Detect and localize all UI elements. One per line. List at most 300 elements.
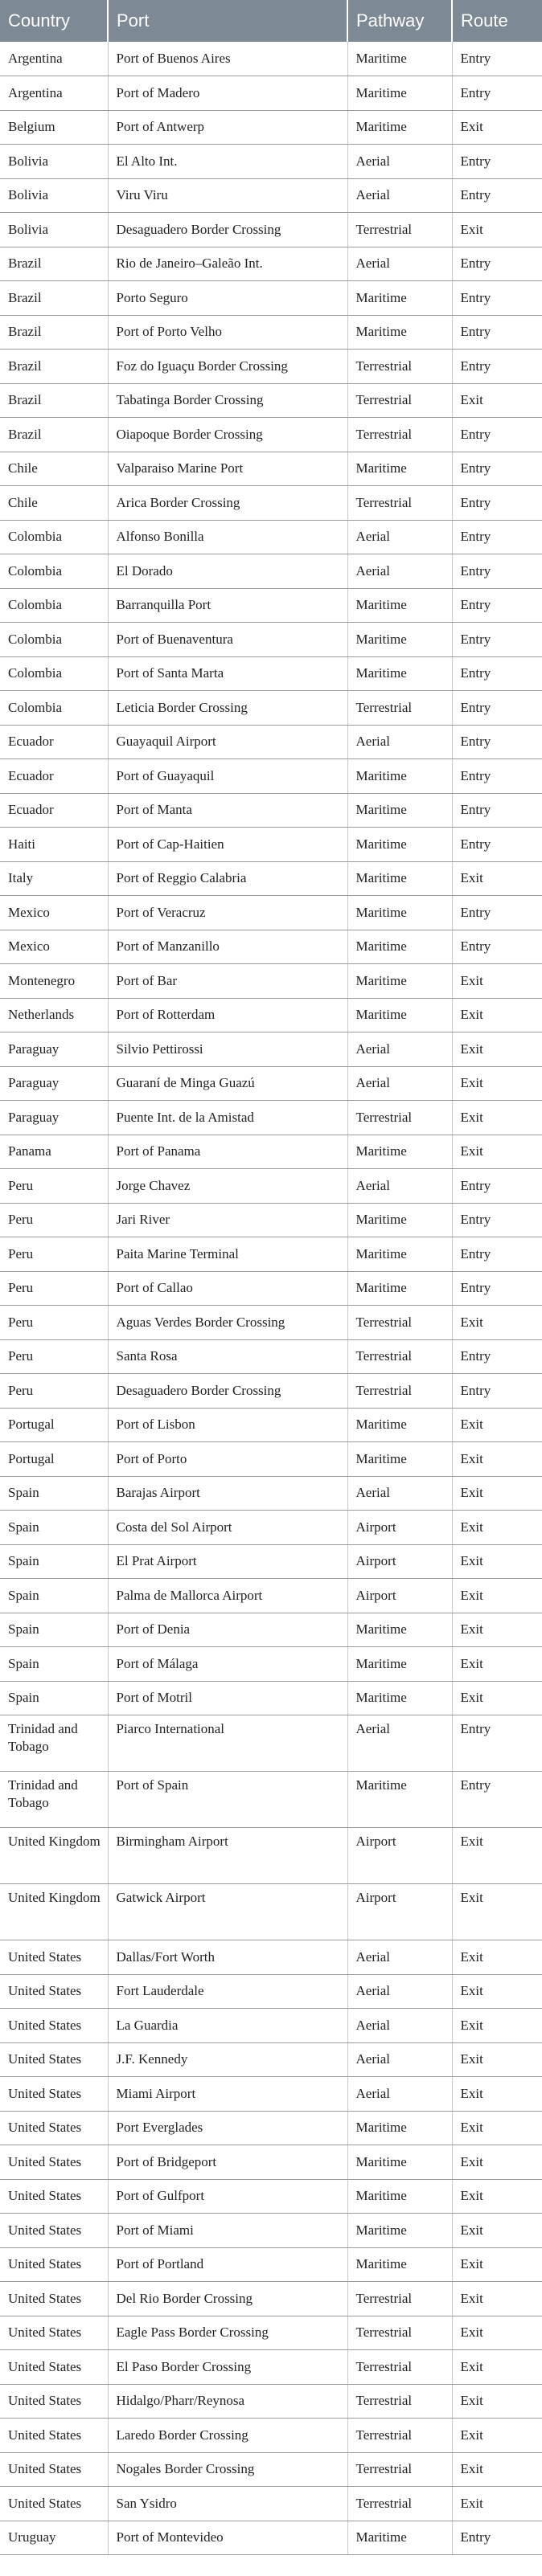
table-row xyxy=(0,861,542,896)
cell-route: Exit xyxy=(452,2009,542,2043)
table-row xyxy=(0,76,542,111)
cell-pathway: Terrestrial xyxy=(347,2350,452,2385)
cell-route: Entry xyxy=(452,793,542,828)
cell-port: Eagle Pass Border Crossing xyxy=(108,2316,347,2350)
cell-pathway: Terrestrial xyxy=(347,2384,452,2419)
table-row xyxy=(0,1271,542,1306)
cell-pathway: Terrestrial xyxy=(347,2316,452,2350)
cell-country: Colombia xyxy=(0,588,108,623)
cell-route: Exit xyxy=(452,1884,542,1940)
cell-route: Entry xyxy=(452,554,542,589)
header-pathway: Pathway xyxy=(347,0,452,42)
table-row xyxy=(0,1940,542,1975)
table-row xyxy=(0,930,542,964)
cell-pathway: Aerial xyxy=(347,725,452,759)
cell-port: Porto Seguro xyxy=(108,281,347,316)
cell-country: Spain xyxy=(0,1681,108,1715)
table-row xyxy=(0,1715,542,1772)
table-row xyxy=(0,1681,542,1715)
cell-pathway: Airport xyxy=(347,1544,452,1579)
table-row xyxy=(0,281,542,316)
cell-port: Port of Madero xyxy=(108,76,347,111)
cell-country: Peru xyxy=(0,1374,108,1409)
cell-route: Entry xyxy=(452,2521,542,2555)
cell-country: United States xyxy=(0,2487,108,2521)
cell-country: Ecuador xyxy=(0,725,108,759)
cell-country: Brazil xyxy=(0,281,108,316)
table-row xyxy=(0,178,542,213)
cell-port: Port of Rotterdam xyxy=(108,998,347,1032)
cell-route: Entry xyxy=(452,930,542,964)
cell-route: Entry xyxy=(452,588,542,623)
cell-route: Exit xyxy=(452,964,542,999)
table-row xyxy=(0,1339,542,1374)
table-row xyxy=(0,656,542,691)
cell-route: Entry xyxy=(452,1772,542,1828)
cell-country: United States xyxy=(0,2145,108,2180)
table-row xyxy=(0,588,542,623)
header-country: Country xyxy=(0,0,108,42)
table-row xyxy=(0,1101,542,1135)
cell-route: Exit xyxy=(452,1613,542,1647)
cell-country: Uruguay xyxy=(0,2521,108,2555)
cell-port: Desaguadero Border Crossing xyxy=(108,213,347,247)
cell-country: Bolivia xyxy=(0,178,108,213)
cell-route: Exit xyxy=(452,383,542,418)
cell-country: United States xyxy=(0,1940,108,1975)
cell-pathway: Maritime xyxy=(347,998,452,1032)
cell-route: Exit xyxy=(452,2452,542,2487)
cell-country: Spain xyxy=(0,1511,108,1545)
table-row xyxy=(0,1579,542,1613)
table-row xyxy=(0,998,542,1032)
table-row xyxy=(0,315,542,350)
table-row xyxy=(0,1772,542,1828)
cell-country: Peru xyxy=(0,1203,108,1237)
table-row xyxy=(0,828,542,862)
table-row xyxy=(0,1442,542,1477)
cell-country: Belgium xyxy=(0,110,108,145)
cell-pathway: Terrestrial xyxy=(347,213,452,247)
table-row xyxy=(0,1135,542,1169)
cell-route: Entry xyxy=(452,725,542,759)
cell-port: Puente Int. de la Amistad xyxy=(108,1101,347,1135)
cell-country: Trinidad and Tobago xyxy=(0,1715,108,1772)
cell-port: Miami Airport xyxy=(108,2077,347,2112)
cell-route: Entry xyxy=(452,520,542,554)
table-row xyxy=(0,1374,542,1409)
cell-pathway: Aerial xyxy=(347,520,452,554)
cell-route: Entry xyxy=(452,691,542,726)
cell-pathway: Maritime xyxy=(347,759,452,794)
table-row xyxy=(0,452,542,486)
cell-route: Exit xyxy=(452,2179,542,2214)
cell-port: Port of Porto Velho xyxy=(108,315,347,350)
table-row xyxy=(0,1511,542,1545)
cell-route: Exit xyxy=(452,2077,542,2112)
cell-pathway: Maritime xyxy=(347,281,452,316)
cell-country: United States xyxy=(0,2316,108,2350)
table-row xyxy=(0,42,542,76)
cell-country: Panama xyxy=(0,1135,108,1169)
cell-port: Silvio Pettirossi xyxy=(108,1032,347,1067)
table-row xyxy=(0,520,542,554)
cell-pathway: Maritime xyxy=(347,1203,452,1237)
table-row xyxy=(0,759,542,794)
cell-pathway: Maritime xyxy=(347,2179,452,2214)
cell-country: United States xyxy=(0,1974,108,2009)
cell-pathway: Airport xyxy=(347,1579,452,1613)
table-row xyxy=(0,1203,542,1237)
cell-route: Entry xyxy=(452,1203,542,1237)
cell-port: Desaguadero Border Crossing xyxy=(108,1374,347,1409)
cell-route: Entry xyxy=(452,623,542,657)
table-row xyxy=(0,2350,542,2385)
cell-pathway: Terrestrial xyxy=(347,2487,452,2521)
cell-pathway: Maritime xyxy=(347,1135,452,1169)
cell-route: Exit xyxy=(452,861,542,896)
table-row xyxy=(0,2145,542,2180)
cell-route: Exit xyxy=(452,2350,542,2385)
cell-country: United States xyxy=(0,2419,108,2453)
cell-route: Entry xyxy=(452,145,542,179)
table-row xyxy=(0,486,542,521)
cell-route: Exit xyxy=(452,1101,542,1135)
cell-pathway: Maritime xyxy=(347,1237,452,1272)
cell-route: Entry xyxy=(452,656,542,691)
cell-pathway: Maritime xyxy=(347,2145,452,2180)
cell-pathway: Maritime xyxy=(347,315,452,350)
cell-port: Santa Rosa xyxy=(108,1339,347,1374)
cell-port: Port of Manzanillo xyxy=(108,930,347,964)
cell-port: Port of Veracruz xyxy=(108,896,347,930)
cell-route: Entry xyxy=(452,1169,542,1204)
table-row xyxy=(0,213,542,247)
table-row xyxy=(0,1613,542,1647)
table-row xyxy=(0,1476,542,1511)
cell-pathway: Maritime xyxy=(347,896,452,930)
cell-port: Gatwick Airport xyxy=(108,1884,347,1940)
cell-pathway: Maritime xyxy=(347,930,452,964)
cell-country: Peru xyxy=(0,1339,108,1374)
cell-pathway: Aerial xyxy=(347,1066,452,1101)
cell-route: Exit xyxy=(452,2282,542,2316)
cell-port: Port of Denia xyxy=(108,1613,347,1647)
cell-port: La Guardia xyxy=(108,2009,347,2043)
cell-port: El Alto Int. xyxy=(108,145,347,179)
cell-route: Entry xyxy=(452,281,542,316)
cell-pathway: Maritime xyxy=(347,1681,452,1715)
table-row xyxy=(0,2452,542,2487)
cell-route: Entry xyxy=(452,828,542,862)
cell-route: Exit xyxy=(452,1408,542,1442)
table-row xyxy=(0,1544,542,1579)
cell-route: Exit xyxy=(452,1511,542,1545)
cell-pathway: Aerial xyxy=(347,178,452,213)
cell-port: Port of Lisbon xyxy=(108,1408,347,1442)
cell-pathway: Aerial xyxy=(347,1169,452,1204)
cell-country: Chile xyxy=(0,486,108,521)
cell-country: United States xyxy=(0,2214,108,2248)
cell-port: Port of Buenaventura xyxy=(108,623,347,657)
cell-country: Peru xyxy=(0,1237,108,1272)
cell-country: United States xyxy=(0,2009,108,2043)
cell-port: Guayaquil Airport xyxy=(108,725,347,759)
cell-route: Exit xyxy=(452,1579,542,1613)
table-row xyxy=(0,1884,542,1940)
cell-route: Entry xyxy=(452,350,542,384)
cell-route: Exit xyxy=(452,1306,542,1340)
table-row xyxy=(0,1237,542,1272)
cell-pathway: Maritime xyxy=(347,623,452,657)
cell-country: Portugal xyxy=(0,1408,108,1442)
cell-port: San Ysidro xyxy=(108,2487,347,2521)
cell-pathway: Terrestrial xyxy=(347,350,452,384)
cell-pathway: Maritime xyxy=(347,588,452,623)
cell-port: Barranquilla Port xyxy=(108,588,347,623)
cell-pathway: Maritime xyxy=(347,1647,452,1682)
cell-route: Entry xyxy=(452,1271,542,1306)
cell-country: United States xyxy=(0,2179,108,2214)
cell-country: United States xyxy=(0,2282,108,2316)
cell-port: Port of Portland xyxy=(108,2247,347,2282)
cell-port: Paita Marine Terminal xyxy=(108,1237,347,1272)
cell-pathway: Maritime xyxy=(347,964,452,999)
cell-pathway: Terrestrial xyxy=(347,2282,452,2316)
cell-country: Colombia xyxy=(0,691,108,726)
cell-port: Alfonso Bonilla xyxy=(108,520,347,554)
cell-pathway: Terrestrial xyxy=(347,1339,452,1374)
cell-route: Entry xyxy=(452,76,542,111)
cell-country: Ecuador xyxy=(0,759,108,794)
cell-port: Port of Bridgeport xyxy=(108,2145,347,2180)
cell-route: Exit xyxy=(452,1940,542,1975)
table-row xyxy=(0,1169,542,1204)
cell-route: Exit xyxy=(452,1681,542,1715)
table-row xyxy=(0,1408,542,1442)
cell-country: Peru xyxy=(0,1306,108,1340)
cell-country: Bolivia xyxy=(0,145,108,179)
cell-pathway: Maritime xyxy=(347,1442,452,1477)
cell-port: Port of Motril xyxy=(108,1681,347,1715)
cell-pathway: Maritime xyxy=(347,1271,452,1306)
cell-port: Palma de Mallorca Airport xyxy=(108,1579,347,1613)
cell-port: Guaraní de Minga Guazú xyxy=(108,1066,347,1101)
cell-route: Exit xyxy=(452,1442,542,1477)
cell-country: Colombia xyxy=(0,656,108,691)
cell-route: Exit xyxy=(452,1135,542,1169)
cell-pathway: Maritime xyxy=(347,452,452,486)
cell-pathway: Airport xyxy=(347,1828,452,1884)
cell-route: Entry xyxy=(452,247,542,281)
cell-port: Port of Gulfport xyxy=(108,2179,347,2214)
cell-pathway: Terrestrial xyxy=(347,486,452,521)
cell-country: Chile xyxy=(0,452,108,486)
cell-country: Colombia xyxy=(0,623,108,657)
cell-route: Entry xyxy=(452,42,542,76)
cell-pathway: Maritime xyxy=(347,1613,452,1647)
cell-country: Brazil xyxy=(0,383,108,418)
table-row xyxy=(0,1066,542,1101)
table-row xyxy=(0,2179,542,2214)
cell-port: Costa del Sol Airport xyxy=(108,1511,347,1545)
cell-route: Entry xyxy=(452,1339,542,1374)
cell-country: Italy xyxy=(0,861,108,896)
cell-route: Entry xyxy=(452,1715,542,1772)
cell-country: Peru xyxy=(0,1271,108,1306)
cell-route: Exit xyxy=(452,2419,542,2453)
cell-pathway: Terrestrial xyxy=(347,1374,452,1409)
cell-route: Exit xyxy=(452,998,542,1032)
cell-pathway: Maritime xyxy=(347,1408,452,1442)
cell-port: Del Rio Border Crossing xyxy=(108,2282,347,2316)
cell-route: Entry xyxy=(452,178,542,213)
cell-port: Leticia Border Crossing xyxy=(108,691,347,726)
table-row xyxy=(0,145,542,179)
cell-pathway: Aerial xyxy=(347,1715,452,1772)
table-row xyxy=(0,725,542,759)
cell-country: Spain xyxy=(0,1544,108,1579)
cell-pathway: Aerial xyxy=(347,2009,452,2043)
cell-country: United States xyxy=(0,2452,108,2487)
cell-port: Port of Spain xyxy=(108,1772,347,1828)
cell-pathway: Maritime xyxy=(347,2521,452,2555)
cell-port: Port of Manta xyxy=(108,793,347,828)
cell-port: Port of Reggio Calabria xyxy=(108,861,347,896)
cell-route: Entry xyxy=(452,1374,542,1409)
cell-pathway: Terrestrial xyxy=(347,383,452,418)
cell-port: El Prat Airport xyxy=(108,1544,347,1579)
cell-route: Exit xyxy=(452,2214,542,2248)
cell-port: Fort Lauderdale xyxy=(108,1974,347,2009)
cell-pathway: Maritime xyxy=(347,1772,452,1828)
cell-pathway: Aerial xyxy=(347,1476,452,1511)
cell-route: Exit xyxy=(452,1066,542,1101)
cell-country: Spain xyxy=(0,1476,108,1511)
cell-port: Port of Montevideo xyxy=(108,2521,347,2555)
cell-port: Port of Panama xyxy=(108,1135,347,1169)
cell-port: Barajas Airport xyxy=(108,1476,347,1511)
cell-route: Exit xyxy=(452,213,542,247)
cell-country: United States xyxy=(0,2384,108,2419)
cell-route: Entry xyxy=(452,896,542,930)
table-row xyxy=(0,964,542,999)
cell-port: Nogales Border Crossing xyxy=(108,2452,347,2487)
cell-pathway: Aerial xyxy=(347,2077,452,2112)
cell-pathway: Maritime xyxy=(347,656,452,691)
cell-country: Mexico xyxy=(0,930,108,964)
cell-route: Exit xyxy=(452,2042,542,2077)
cell-port: Aguas Verdes Border Crossing xyxy=(108,1306,347,1340)
table-row xyxy=(0,1647,542,1682)
cell-pathway: Maritime xyxy=(347,2247,452,2282)
cell-route: Exit xyxy=(452,2111,542,2145)
table-row xyxy=(0,247,542,281)
table-row xyxy=(0,2282,542,2316)
cell-pathway: Terrestrial xyxy=(347,691,452,726)
cell-route: Exit xyxy=(452,2316,542,2350)
table-row xyxy=(0,2487,542,2521)
cell-country: United States xyxy=(0,2247,108,2282)
table-row xyxy=(0,2247,542,2282)
cell-port: Port of Guayaquil xyxy=(108,759,347,794)
cell-port: Tabatinga Border Crossing xyxy=(108,383,347,418)
cell-port: El Paso Border Crossing xyxy=(108,2350,347,2385)
cell-port: Port of Bar xyxy=(108,964,347,999)
cell-port: Oiapoque Border Crossing xyxy=(108,418,347,452)
table-row xyxy=(0,1828,542,1884)
cell-route: Exit xyxy=(452,1828,542,1884)
cell-pathway: Aerial xyxy=(347,1940,452,1975)
table-body xyxy=(0,42,542,2555)
cell-route: Exit xyxy=(452,2145,542,2180)
cell-country: Brazil xyxy=(0,350,108,384)
cell-pathway: Maritime xyxy=(347,861,452,896)
cell-pathway: Maritime xyxy=(347,2111,452,2145)
cell-route: Entry xyxy=(452,486,542,521)
cell-route: Entry xyxy=(452,315,542,350)
cell-port: Port of Antwerp xyxy=(108,110,347,145)
table-row xyxy=(0,383,542,418)
cell-route: Entry xyxy=(452,759,542,794)
cell-country: Argentina xyxy=(0,76,108,111)
cell-port: Port of Santa Marta xyxy=(108,656,347,691)
cell-country: Peru xyxy=(0,1169,108,1204)
table-row xyxy=(0,623,542,657)
cell-country: Argentina xyxy=(0,42,108,76)
cell-route: Exit xyxy=(452,2487,542,2521)
cell-route: Exit xyxy=(452,1974,542,2009)
table-row xyxy=(0,2042,542,2077)
cell-port: Port of Cap-Haitien xyxy=(108,828,347,862)
cell-pathway: Terrestrial xyxy=(347,1306,452,1340)
table-row xyxy=(0,2214,542,2248)
cell-route: Entry xyxy=(452,418,542,452)
cell-route: Exit xyxy=(452,1544,542,1579)
cell-pathway: Aerial xyxy=(347,247,452,281)
cell-route: Exit xyxy=(452,1476,542,1511)
cell-pathway: Maritime xyxy=(347,2214,452,2248)
cell-port: Port Everglades xyxy=(108,2111,347,2145)
header-row xyxy=(0,0,542,42)
cell-country: Mexico xyxy=(0,896,108,930)
cell-port: Jari River xyxy=(108,1203,347,1237)
cell-port: Jorge Chavez xyxy=(108,1169,347,1204)
cell-country: Ecuador xyxy=(0,793,108,828)
cell-country: Spain xyxy=(0,1613,108,1647)
table-row xyxy=(0,2111,542,2145)
table-row xyxy=(0,691,542,726)
cell-port: Arica Border Crossing xyxy=(108,486,347,521)
cell-country: Netherlands xyxy=(0,998,108,1032)
table-row xyxy=(0,350,542,384)
cell-port: Viru Viru xyxy=(108,178,347,213)
cell-country: Brazil xyxy=(0,247,108,281)
cell-country: Portugal xyxy=(0,1442,108,1477)
cell-port: Port of Miami xyxy=(108,2214,347,2248)
cell-pathway: Terrestrial xyxy=(347,2452,452,2487)
cell-port: El Dorado xyxy=(108,554,347,589)
cell-pathway: Maritime xyxy=(347,76,452,111)
cell-port: Piarco International xyxy=(108,1715,347,1772)
table-row xyxy=(0,896,542,930)
cell-country: Trinidad and Tobago xyxy=(0,1772,108,1828)
table-row xyxy=(0,554,542,589)
cell-route: Exit xyxy=(452,1647,542,1682)
cell-country: United Kingdom xyxy=(0,1884,108,1940)
cell-port: Hidalgo/Pharr/Reynosa xyxy=(108,2384,347,2419)
table-row xyxy=(0,1974,542,2009)
